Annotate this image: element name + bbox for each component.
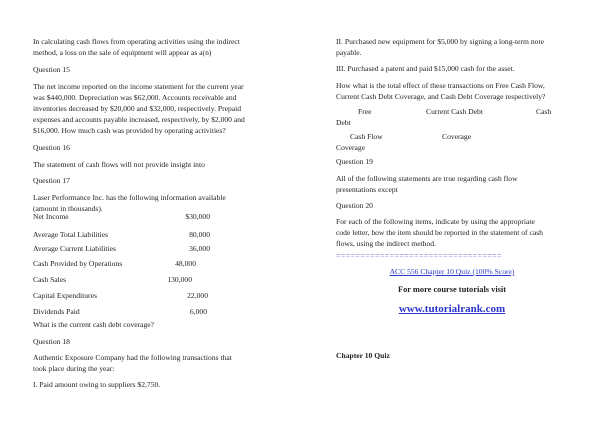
separator-line: ================================== [336,251,503,260]
site-link[interactable]: www.tutorialrank.com [398,303,506,315]
question-19-text: presentations except [336,185,398,194]
column-header-cash: Cash [536,107,552,116]
question-17-ask: What is the current cash debt coverage? [33,320,155,329]
table-value: 130,000 [167,275,192,284]
question-18-ask: How what is the total effect of these transactions on Free Cash Flow, [336,81,545,90]
question-15-text: was $440,000. Depreciation was $62,000. Accounts receivable and [33,93,237,102]
table-value: 48,000 [175,259,196,268]
table-label: Average Total Liabilities [33,230,109,239]
question-17-text: (amount in thousands). [33,204,103,213]
column-header-free: Free [358,107,372,116]
question-15-text: expenses and accounts payable increased, respectively, by $2,000 and [33,115,245,124]
question-16-heading: Question 16 [33,143,70,152]
transaction-item: II. Purchased new equipment for $5,000 by signing a long-term note [336,37,544,46]
chapter-heading: Chapter 10 Quiz [336,351,390,360]
question-17-text: Laser Performance Inc. has the following information available [33,193,226,202]
table-value: 6,000 [189,307,207,316]
table-label: Capital Expenditures [33,291,97,300]
transaction-item: I. Paid amount owing to suppliers $2,750. [33,380,161,389]
question-15-text: The net income reported on the income statement for the current year [33,82,244,91]
column-header-coverage: Coverage [336,143,366,152]
intro-line: In calculating cash flows from operating activities using the indirect [33,37,240,46]
question-18-heading: Question 18 [33,337,70,346]
question-20-heading: Question 20 [336,201,373,210]
column-header-cash-flow: Cash Flow [350,132,383,141]
question-18-text: took place during the year: [33,364,115,373]
table-label: Cash Sales [33,275,67,284]
question-20-text: flows, using the indirect method. [336,239,436,248]
question-19-heading: Question 19 [336,157,373,166]
table-value: $30,000 [185,212,210,221]
question-20-text: code letter, how the item should be reported in the statement of cash [336,228,543,237]
column-header-coverage: Coverage [442,132,472,141]
table-value: 36,000 [189,244,210,253]
table-label: Net Income [33,212,69,221]
more-tutorials-text: For more course tutorials visit [397,285,507,294]
right-page [300,0,600,424]
quiz-link[interactable]: ACC 556 Chapter 10 Quiz (100% Score) [389,267,515,276]
transaction-item: III. Purchased a patent and paid $15,000 cash for the asset. [336,64,515,73]
question-17-heading: Question 17 [33,176,70,185]
column-header-current-cash-debt: Current Cash Debt [426,107,483,116]
question-15-heading: Question 15 [33,65,70,74]
table-value: 80,000 [189,230,210,239]
question-19-text: All of the following statements are true regarding cash flow [336,174,518,183]
question-20-text: For each of the following items, indicate by using the appropriate [336,217,535,226]
table-label: Average Current Liabilities [33,244,116,253]
transaction-item: payable. [336,48,362,57]
intro-line: method, a loss on the sale of equipment will appear as a(n) [33,48,212,57]
table-label: Dividends Paid [33,307,80,316]
question-15-text: $16,000. How much cash was provided by operating activities? [33,126,226,135]
column-header-debt: Debt [336,118,351,127]
question-15-text: inventories decreased by $20,000 and $32,000, respectively. Prepaid [33,104,242,113]
table-label: Cash Provided by Operations [33,259,123,268]
question-18-text: Authentic Exposure Company had the following transactions that [33,353,232,362]
table-value: 22,000 [187,291,208,300]
question-18-ask: Current Cash Debt Coverage, and Cash Debt Coverage respectively? [336,92,546,101]
question-16-text: The statement of cash flows will not provide insight into [33,160,205,169]
